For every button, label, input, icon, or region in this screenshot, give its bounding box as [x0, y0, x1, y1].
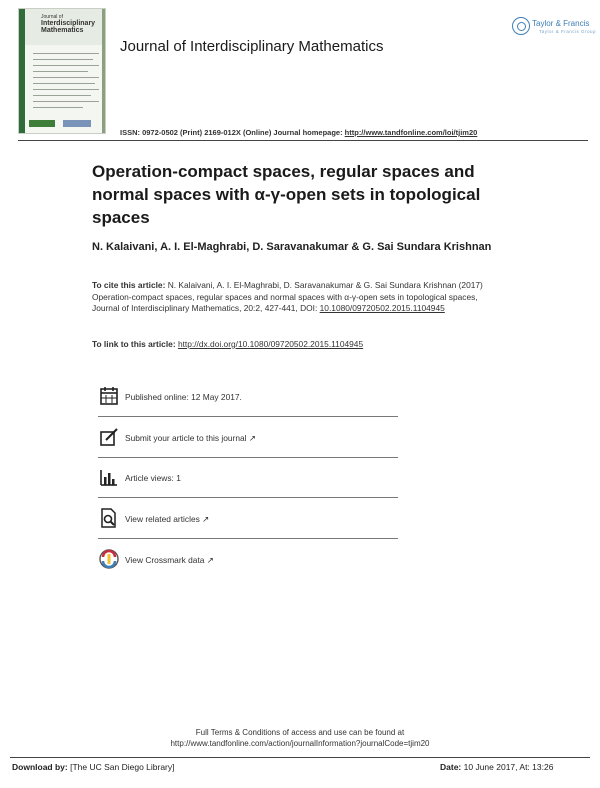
cover-partner-logo	[63, 120, 91, 127]
terms-line-1: Full Terms & Conditions of access and use can be found at	[195, 728, 405, 737]
cover-text-line	[33, 59, 93, 60]
publisher-name: Taylor & Francis	[532, 19, 590, 28]
publisher-tagline: Taylor & Francis Group	[539, 29, 597, 34]
info-divider	[98, 538, 398, 539]
journal-homepage-link[interactable]: http://www.tandfonline.com/loi/tjim20	[344, 128, 478, 137]
header-divider	[18, 140, 588, 141]
bar-chart-icon	[98, 466, 120, 488]
journal-title: Journal of Interdisciplinary Mathematics	[120, 38, 384, 55]
crossmark-link[interactable]: View Crossmark data ↗	[125, 555, 214, 565]
date-label: Date:	[440, 762, 462, 772]
submit-article-row[interactable]	[98, 426, 398, 456]
external-link-icon: ↗	[202, 514, 210, 524]
download-by	[12, 762, 175, 772]
crossmark-icon	[98, 548, 120, 570]
article-link-label: To link to this article:	[92, 339, 178, 349]
cover-text-line	[33, 71, 88, 72]
cover-text-line	[33, 89, 99, 90]
cover-text-line	[33, 107, 83, 108]
related-articles-icon	[98, 507, 120, 529]
date-value: 10 June 2017, At: 13:26	[461, 762, 554, 772]
published-online-text: Published online: 12 May 2017.	[125, 392, 242, 402]
article-title: Operation-compact spaces, regular spaces and normal spaces with α-γ-open sets in topological spaces	[92, 162, 481, 227]
issn-line	[120, 128, 477, 137]
cover-publisher-logo	[29, 120, 55, 127]
cover-text-line	[33, 101, 99, 102]
cover-spine	[19, 9, 25, 133]
cover-journal-small: Journal of	[41, 14, 63, 20]
download-value: [The UC San Diego Library]	[67, 762, 175, 772]
published-online-row	[98, 385, 398, 415]
calendar-icon	[98, 385, 120, 407]
citation-label: To cite this article:	[92, 280, 166, 290]
download-date	[440, 762, 553, 772]
cover-text-line	[33, 95, 91, 96]
journal-cover-thumbnail	[18, 8, 106, 134]
external-link-icon: ↗	[248, 433, 256, 443]
cover-text-line	[33, 83, 95, 84]
info-divider	[98, 497, 398, 498]
external-link-icon: ↗	[206, 555, 214, 565]
info-divider	[98, 457, 398, 458]
related-articles-link[interactable]: View related articles ↗	[125, 514, 210, 524]
citation-text: N. Kalaivani, A. I. El-Maghrabi, D. Saravanakumar & G. Sai Sundara Krishnan (2017) Operation-compact spaces, regular spaces and normal spaces with α-γ-open sets in topological spaces, Journal of Interdisciplinary Mathematics, 20:2, 427-441, DOI:	[92, 280, 483, 313]
article-views-text: Article views: 1	[125, 473, 181, 483]
citation-doi-link[interactable]: 10.1080/09720502.2015.1104945	[319, 303, 445, 313]
terms-note	[0, 727, 600, 749]
article-doi-url[interactable]: http://dx.doi.org/10.1080/09720502.2015.1104945	[177, 339, 364, 349]
cover-edge	[102, 9, 105, 133]
cover-text-line	[33, 65, 99, 66]
terms-url[interactable]: http://www.tandfonline.com/action/journalInformation?journalCode=tjim20	[170, 739, 430, 748]
info-divider	[98, 416, 398, 417]
submit-article-link[interactable]: Submit your article to this journal ↗	[125, 433, 256, 443]
cover-text-line	[33, 77, 99, 78]
crossmark-row[interactable]	[98, 548, 398, 578]
edit-icon	[98, 426, 120, 448]
issn-text: ISSN: 0972-0502 (Print) 2169-012X (Online) Journal homepage:	[120, 128, 345, 137]
related-articles-row[interactable]	[98, 507, 398, 537]
download-label: Download by:	[12, 762, 68, 772]
publisher-logo	[512, 17, 597, 39]
article-authors: N. Kalaivani, A. I. El-Maghrabi, D. Saravanakumar & G. Sai Sundara Krishnan	[92, 241, 492, 253]
cover-text-line	[33, 53, 99, 54]
article-link-line	[92, 339, 512, 349]
publisher-logo-icon	[512, 17, 530, 35]
article-views-row	[98, 466, 398, 496]
footer-divider	[10, 757, 590, 758]
cover-journal-title: Interdisciplinary Mathematics	[41, 20, 96, 34]
citation-block	[92, 280, 492, 315]
